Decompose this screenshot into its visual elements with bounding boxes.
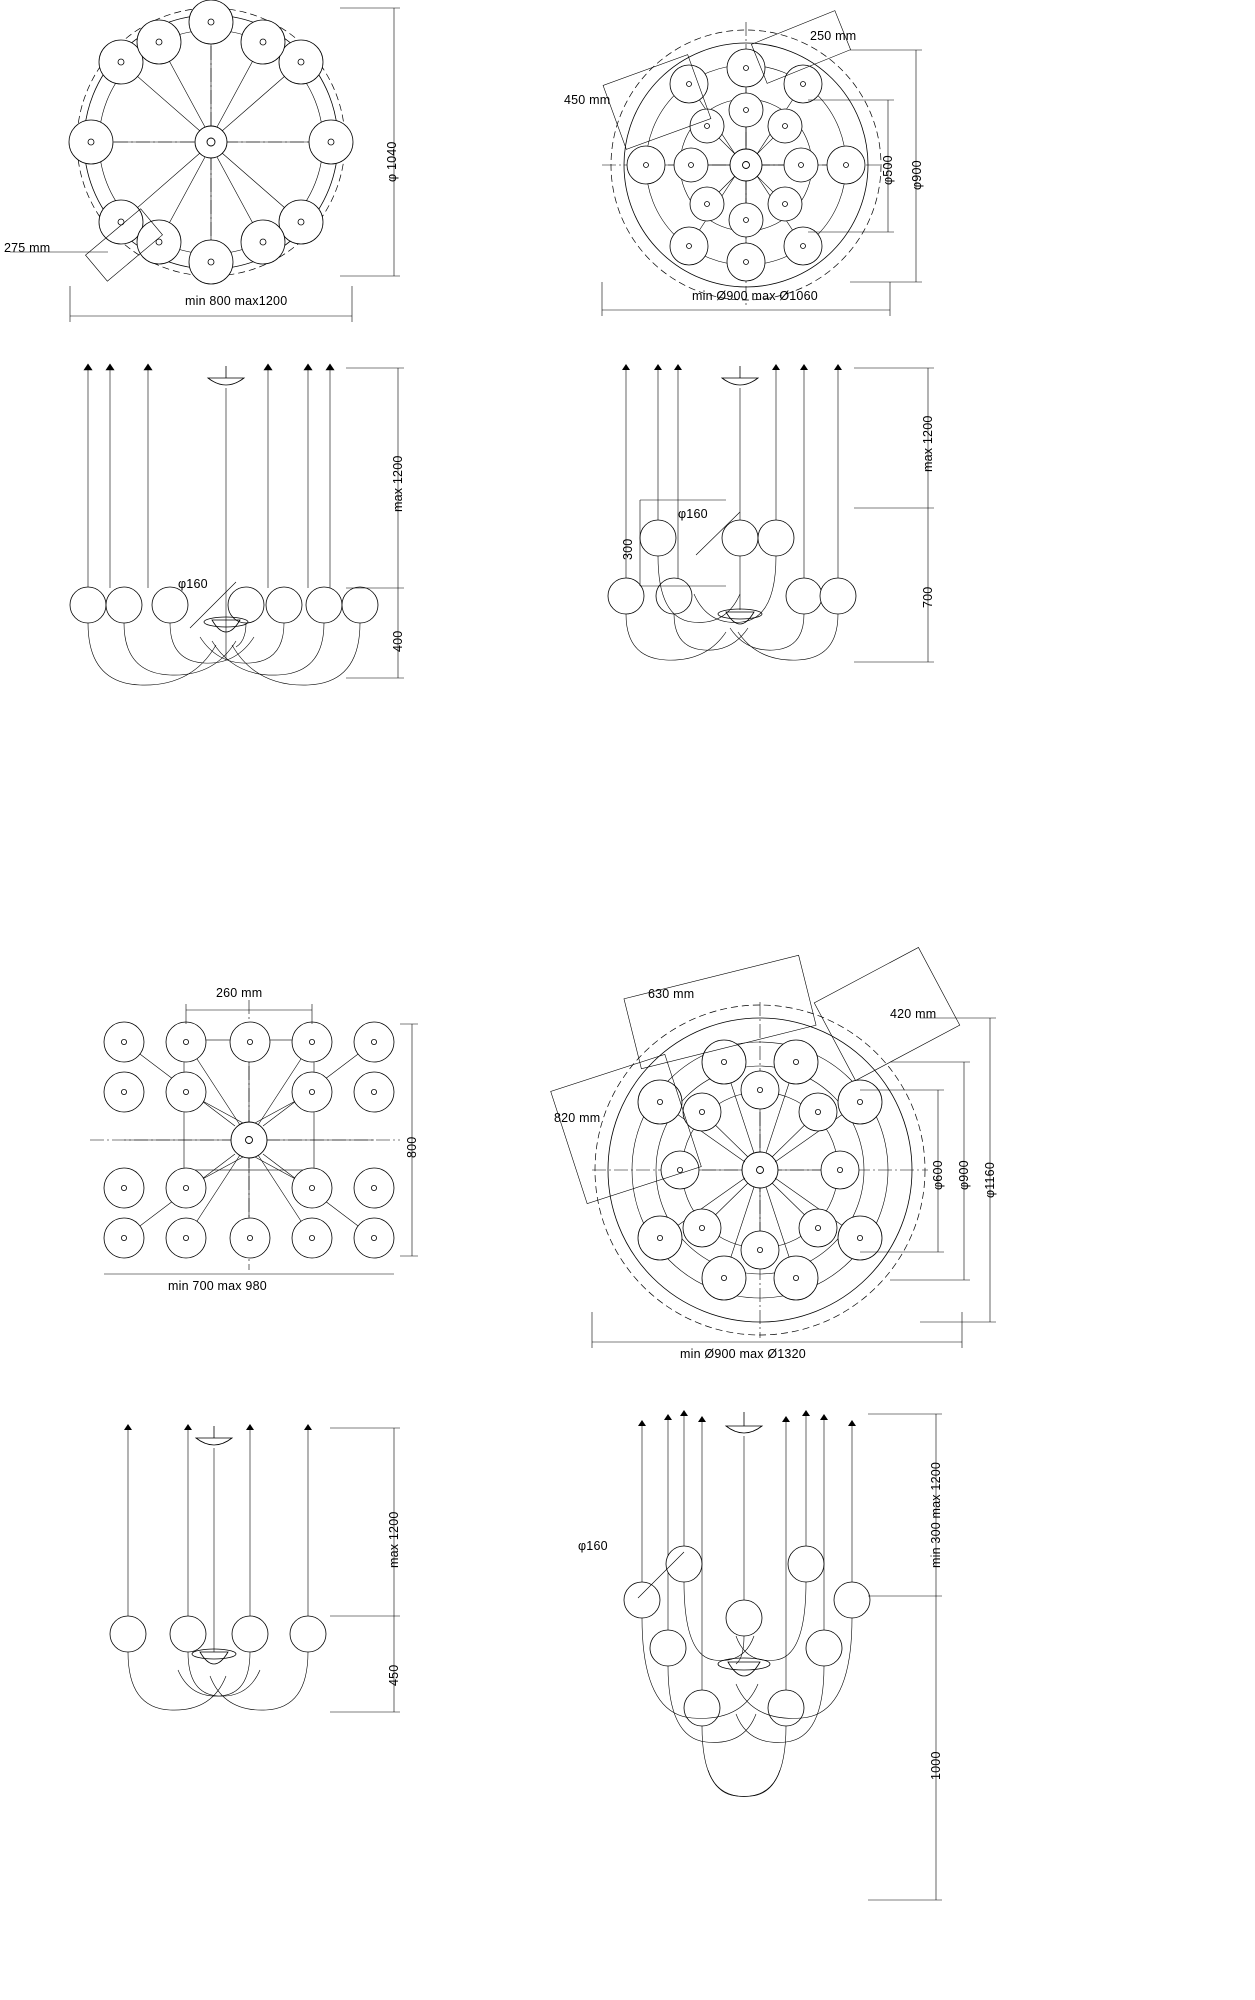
- panel-plan-square-16arm: [60, 980, 460, 1300]
- elevation-drawing-2: [600, 360, 1000, 700]
- callout-630mm: 630 mm: [648, 987, 695, 1001]
- dim-min-max-width-2: min Ø900 max Ø1060: [692, 289, 818, 303]
- dim-400: 400: [391, 630, 405, 652]
- dim-sphere-phi160-2: φ160: [678, 507, 708, 521]
- callout-250mm: 250 mm: [810, 29, 857, 43]
- panel-plan-12arm-1040: [0, 0, 420, 330]
- dim-phi1040: φ 1040: [385, 141, 399, 182]
- dim-phi900: φ900: [910, 160, 924, 190]
- elevation-geometry-2: [608, 364, 934, 662]
- plan-geometry-1: [10, 0, 400, 322]
- dim-300: 300: [621, 538, 635, 560]
- dim-max1200-1: max 1200: [391, 455, 405, 512]
- dim-min-max-width-3: min 700 max 980: [168, 1279, 267, 1293]
- plan-geometry-2: [602, 11, 922, 316]
- dim-800: 800: [405, 1136, 419, 1158]
- dim-1000: 1000: [929, 1751, 943, 1780]
- plan-geometry-3: [90, 1000, 418, 1274]
- elevation-geometry-3: [110, 1424, 400, 1712]
- dim-sphere-phi160-3: φ160: [578, 1539, 608, 1553]
- plan-drawing-1: [0, 0, 420, 330]
- dim-700: 700: [921, 586, 935, 608]
- dim-260mm: 260 mm: [216, 986, 263, 1000]
- dim-sphere-phi160-1: φ160: [178, 577, 208, 591]
- panel-elevation-450: [80, 1420, 460, 1760]
- elevation-geometry-4: [624, 1410, 942, 1900]
- dim-phi500: φ500: [881, 155, 895, 185]
- panel-plan-12arm-900: [560, 10, 980, 340]
- dim-max1200-3: max 1200: [387, 1511, 401, 1568]
- callout-450mm: 450 mm: [564, 93, 611, 107]
- dim-min-max-width-1: min 800 max1200: [185, 294, 288, 308]
- dim-phi600: φ600: [931, 1160, 945, 1190]
- panel-elevation-1000: [578, 1400, 1040, 1980]
- elevation-drawing-4: [620, 1400, 1040, 1980]
- dim-min300-max1200: min 300 max 1200: [929, 1461, 943, 1568]
- dim-max1200-2: max 1200: [921, 415, 935, 472]
- callout-420mm: 420 mm: [890, 1007, 937, 1021]
- plan-drawing-3: [60, 980, 460, 1300]
- callout-820mm: 820 mm: [554, 1111, 601, 1125]
- dim-phi1160: φ1160: [983, 1162, 997, 1198]
- dim-450: 450: [387, 1664, 401, 1686]
- elevation-drawing-1: [40, 360, 440, 700]
- dim-min-max-width-4: min Ø900 max Ø1320: [680, 1347, 806, 1361]
- dim-phi900-2: φ900: [957, 1160, 971, 1190]
- panel-elevation-700: [600, 360, 1000, 700]
- callout-275mm: 275 mm: [4, 241, 51, 255]
- panel-elevation-400: [40, 360, 440, 700]
- elevation-geometry-1: [70, 364, 404, 685]
- panel-plan-16arm-1160: [554, 960, 1030, 1380]
- elevation-drawing-3: [80, 1420, 460, 1760]
